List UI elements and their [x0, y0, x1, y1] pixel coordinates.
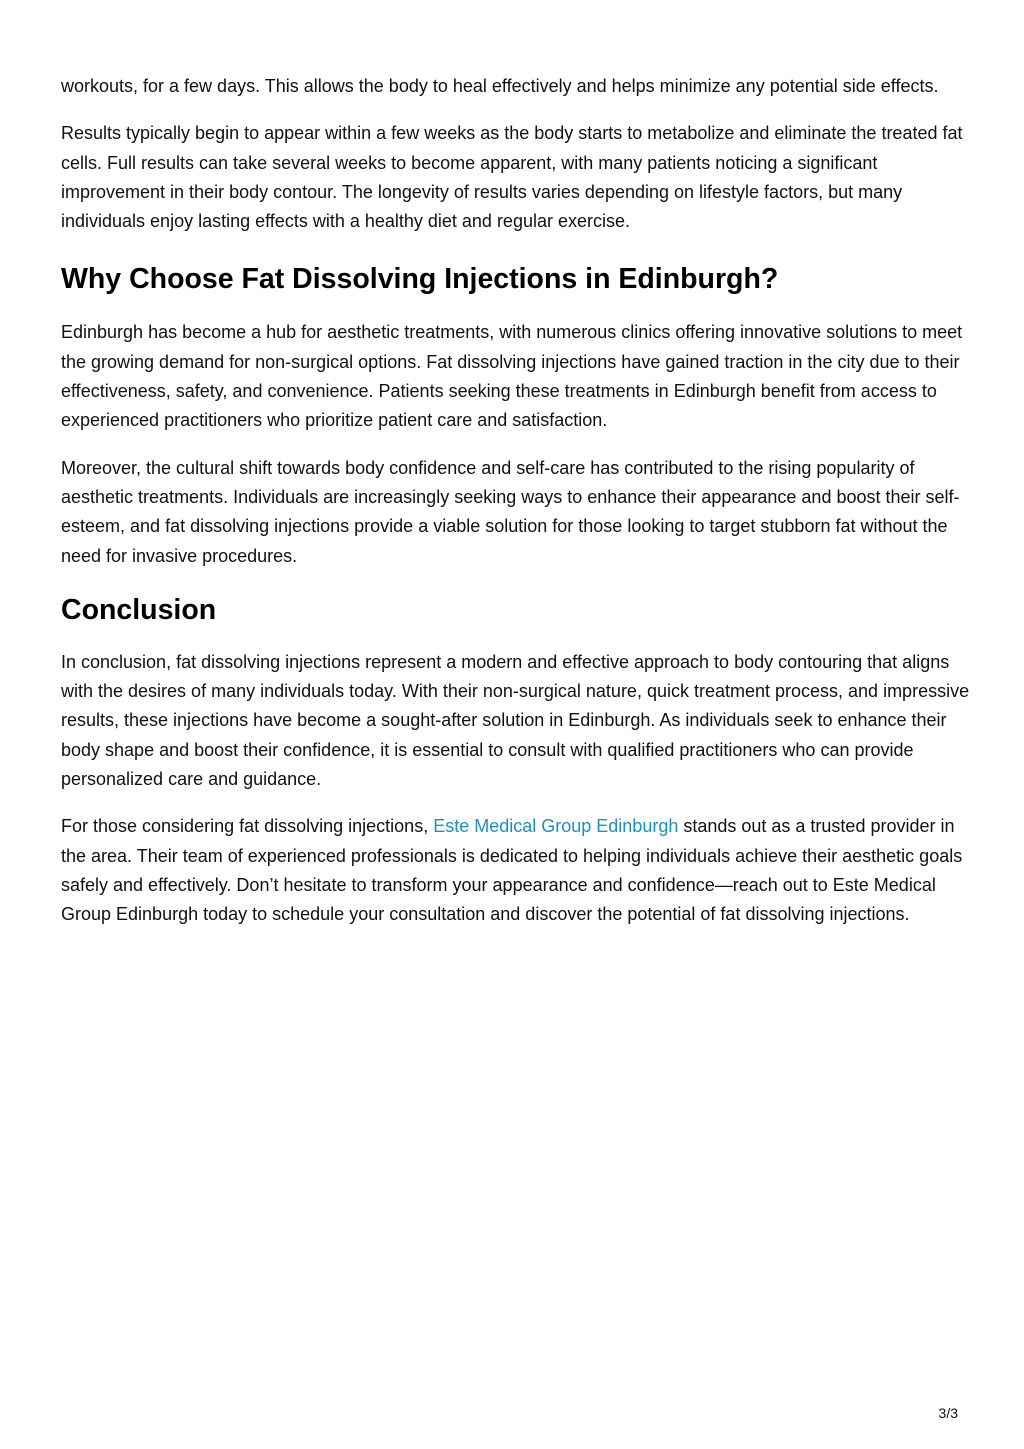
provider-text-after-link: stands out as a trusted provider in the area. Their team of experienced professionals is dedicated to helping individuals achieve their aesthetic goals safely and effectively. Don’t hesitate to transform your appearance and confidence—reach out to Este Medical Group Edinburgh today to schedule your consultation and discover the potential of fat dissolving injections. [61, 816, 963, 925]
paragraph-provider [61, 812, 971, 929]
paragraph-conclusion: In conclusion, fat dissolving injections represent a modern and effective approach to body contouring that aligns with the desires of many individuals today. With their non-surgical nature, quick treatment process, and impressive results, these injections have become a sought-after solution in Edinburgh. As individuals seek to enhance their body shape and boost their confidence, it is essential to consult with qualified practitioners who can provide personalized care and guidance. [61, 651, 970, 790]
heading-why-choose: Why Choose Fat Dissolving Injections in Edinburgh? [61, 263, 779, 296]
paragraph-results: Results typically begin to appear within a few weeks as the body starts to metabolize and eliminate the treated fat cells. Full results can take several weeks to become apparent, with many patients noticing a significant improvement in their body contour. The longevity of results varies depending on lifestyle factors, but many individuals enjoy lasting effects with a healthy diet and regular exercise. [61, 123, 963, 232]
paragraph-recovery-continued: workouts, for a few days. This allows the body to heal effectively and helps minimize any potential side effects. [61, 76, 939, 96]
heading-conclusion: Conclusion [61, 593, 217, 626]
document-body [61, 72, 971, 948]
este-medical-group-link[interactable]: Este Medical Group Edinburgh [433, 816, 679, 837]
paragraph-cultural-shift: Moreover, the cultural shift towards body confidence and self-care has contributed to the rising popularity of aesthetic treatments. Individuals are increasingly seeking ways to enhance their appearance and boost their self-esteem, and fat dissolving injections provide a viable solution for those looking to target stubborn fat without the need for invasive procedures. [61, 457, 960, 566]
page-number: 3/3 [938, 1405, 958, 1421]
provider-text-before-link: For those considering fat dissolving injections, [61, 816, 434, 837]
paragraph-edinburgh-hub: Edinburgh has become a hub for aesthetic treatments, with numerous clinics offering innovative solutions to meet the growing demand for non-surgical options. Fat dissolving injections have gained traction in the city due to their effectiveness, safety, and convenience. Patients seeking these treatments in Edinburgh benefit from access to experienced practitioners who prioritize patient care and satisfaction. [61, 322, 963, 431]
